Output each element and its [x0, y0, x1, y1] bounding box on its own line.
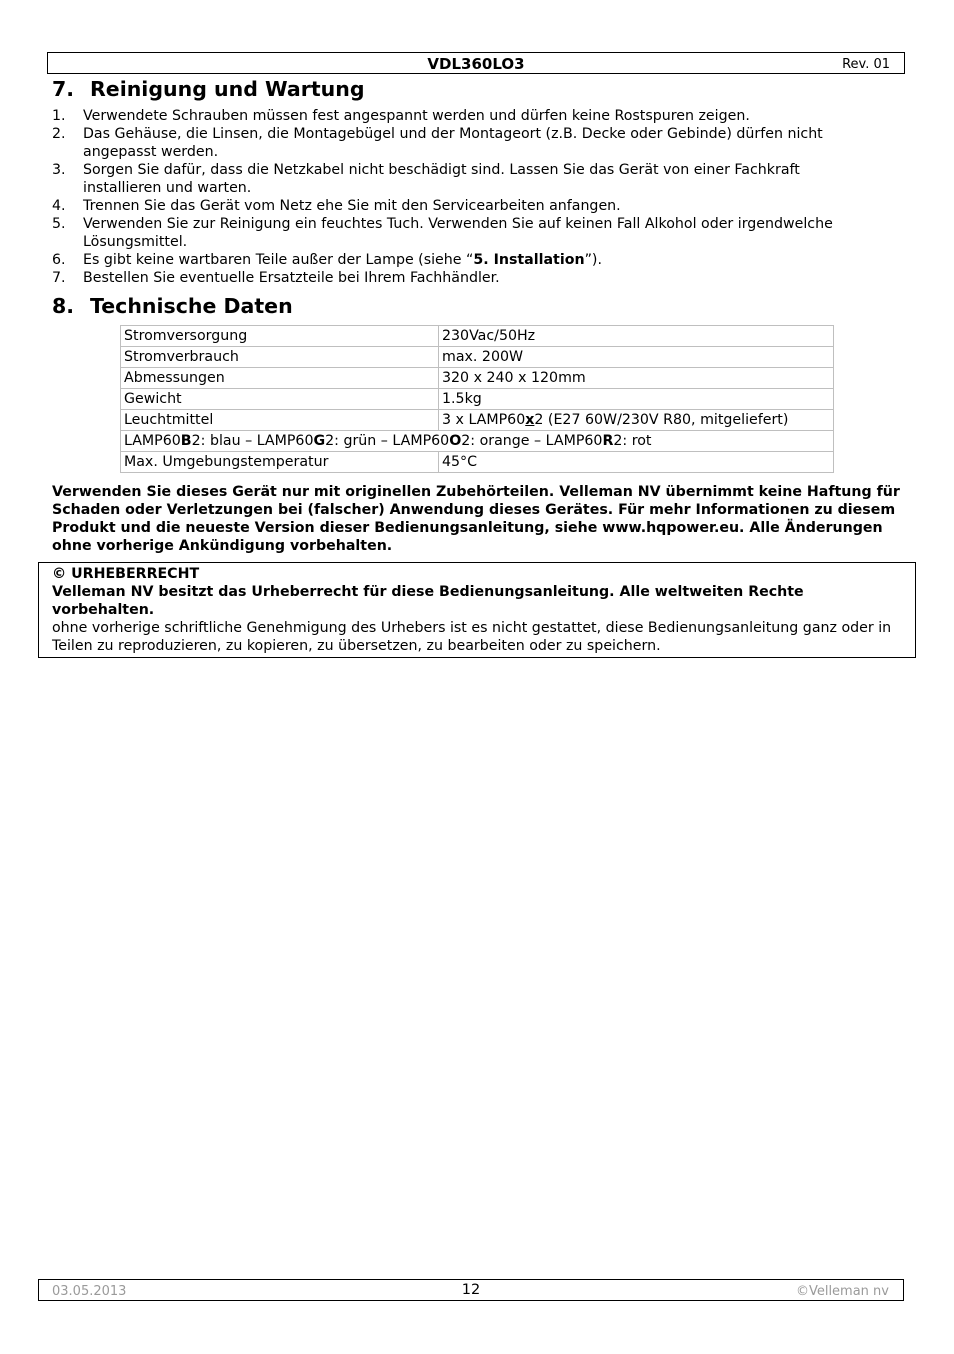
item-text-before: Es gibt keine wartbaren Teile außer der Lampe (siehe “ — [83, 252, 474, 268]
specifications-table — [120, 325, 834, 473]
model-name: VDL360LO3 — [427, 55, 525, 73]
item-number: 5. — [52, 216, 66, 232]
lamp-colors-cell — [121, 431, 834, 452]
item-text-after: ”). — [584, 252, 602, 268]
table-row — [121, 389, 834, 410]
spec-label: Stromverbrauch — [121, 347, 439, 368]
lamp-suffix: 2: orange – — [461, 433, 546, 449]
item-text: Verwendete Schrauben müssen fest angespannt werden und dürfen keine Rostspuren zeigen. — [83, 108, 750, 124]
section-8-number: 8. — [52, 294, 75, 318]
section-7-heading — [52, 77, 365, 101]
list-item — [52, 125, 882, 161]
spec-label: Stromversorgung — [121, 326, 439, 347]
spec-label: Abmessungen — [121, 368, 439, 389]
disclaimer: Verwenden Sie dieses Gerät nur mit originellen Zubehörteilen. Velleman NV übernimmt keine Haftung für Schaden oder Verletzungen bei (falscher) Anwendung dieses Gerätes. Für mehr Informationen zu diesem Produkt und die neueste Version dieser Bedienungsanleitung, siehe www.hqpower.eu. Alle Änderungen ohne vorherige Ankündigung vorbehalten. — [52, 484, 900, 554]
section-7-title: Reinigung und Wartung — [90, 77, 365, 101]
table-row — [121, 326, 834, 347]
lamp-value-before: 3 x LAMP60 — [442, 412, 526, 428]
page-number: 12 — [461, 1282, 481, 1298]
maintenance-list — [52, 107, 882, 287]
lamp-prefix: LAMP60 — [392, 433, 450, 449]
item-text: Verwenden Sie zur Reinigung ein feuchtes Tuch. Verwenden Sie auf keinen Fall Alkohol oder irgendwelche Lösungsmittel. — [83, 216, 833, 250]
table-row — [121, 368, 834, 389]
lamp-code: B — [180, 433, 192, 449]
list-item — [52, 251, 882, 269]
item-number: 1. — [52, 108, 66, 124]
list-item — [52, 215, 882, 251]
list-item — [52, 269, 882, 287]
item-text: Sorgen Sie dafür, dass die Netzkabel nicht beschädigt sind. Lassen Sie das Gerät von einer Fachkraft installieren und warten. — [83, 162, 800, 196]
spec-value — [439, 410, 834, 431]
item-number: 7. — [52, 270, 66, 286]
item-text: Trennen Sie das Gerät vom Netz ehe Sie mit den Servicearbeiten anfangen. — [83, 198, 621, 214]
spec-value: 45°C — [439, 452, 834, 473]
footer-date: 03.05.2013 — [52, 1284, 127, 1299]
copyright-box — [38, 562, 916, 658]
section-7-number: 7. — [52, 77, 75, 101]
revision: Rev. 01 — [842, 57, 890, 72]
copyright-text: ohne vorherige schriftliche Genehmigung des Urhebers ist es nicht gestattet, diese Bedienungsanleitung ganz oder in Teilen zu reproduzieren, zu kopieren, zu übersetzen, zu bearbeiten oder zu speichern. — [52, 620, 892, 654]
table-row — [121, 410, 834, 431]
page-footer — [38, 1279, 904, 1301]
spec-label: Gewicht — [121, 389, 439, 410]
item-number: 3. — [52, 162, 66, 178]
lamp-prefix: LAMP60 — [545, 433, 603, 449]
section-8-heading — [52, 294, 293, 318]
table-row — [121, 431, 834, 452]
spec-value: max. 200W — [439, 347, 834, 368]
lamp-suffix: 2: grün – — [325, 433, 393, 449]
item-text: Das Gehäuse, die Linsen, die Montagebügel und der Montageort (z.B. Decke oder Gebinde) dürfen nicht angepasst werden. — [83, 126, 823, 160]
lamp-prefix: LAMP60 — [124, 433, 181, 449]
item-number: 2. — [52, 126, 66, 142]
lamp-variant-placeholder: x — [525, 412, 535, 428]
copyright-title: © URHEBERRECHT — [52, 566, 200, 582]
item-number: 4. — [52, 198, 66, 214]
item-text: Bestellen Sie eventuelle Ersatzteile bei Ihrem Fachhändler. — [83, 270, 500, 286]
page-header — [47, 52, 905, 74]
table-row — [121, 452, 834, 473]
copyright-statement: Velleman NV besitzt das Urheberrecht für diese Bedienungsanleitung. Alle weltweiten Rechte vorbehalten. — [52, 584, 804, 618]
spec-label: Leuchtmittel — [121, 410, 439, 431]
list-item — [52, 161, 882, 197]
lamp-code: O — [449, 433, 462, 449]
lamp-code: G — [313, 433, 326, 449]
spec-value: 320 x 240 x 120mm — [439, 368, 834, 389]
footer-copyright: ©Velleman nv — [795, 1284, 889, 1299]
lamp-code: R — [602, 433, 614, 449]
lamp-suffix: 2: blau – — [191, 433, 257, 449]
lamp-prefix: LAMP60 — [256, 433, 314, 449]
lamp-value-after: 2 (E27 60W/230V R80, mitgeliefert) — [534, 412, 789, 428]
spec-value: 1.5kg — [439, 389, 834, 410]
table-row — [121, 347, 834, 368]
section-8-title: Technische Daten — [90, 294, 293, 318]
list-item — [52, 197, 882, 215]
installation-reference: 5. Installation — [473, 252, 585, 268]
spec-label: Max. Umgebungstemperatur — [121, 452, 439, 473]
spec-value: 230Vac/50Hz — [439, 326, 834, 347]
item-number: 6. — [52, 252, 66, 268]
lamp-suffix: 2: rot — [613, 433, 652, 449]
list-item — [52, 107, 882, 125]
